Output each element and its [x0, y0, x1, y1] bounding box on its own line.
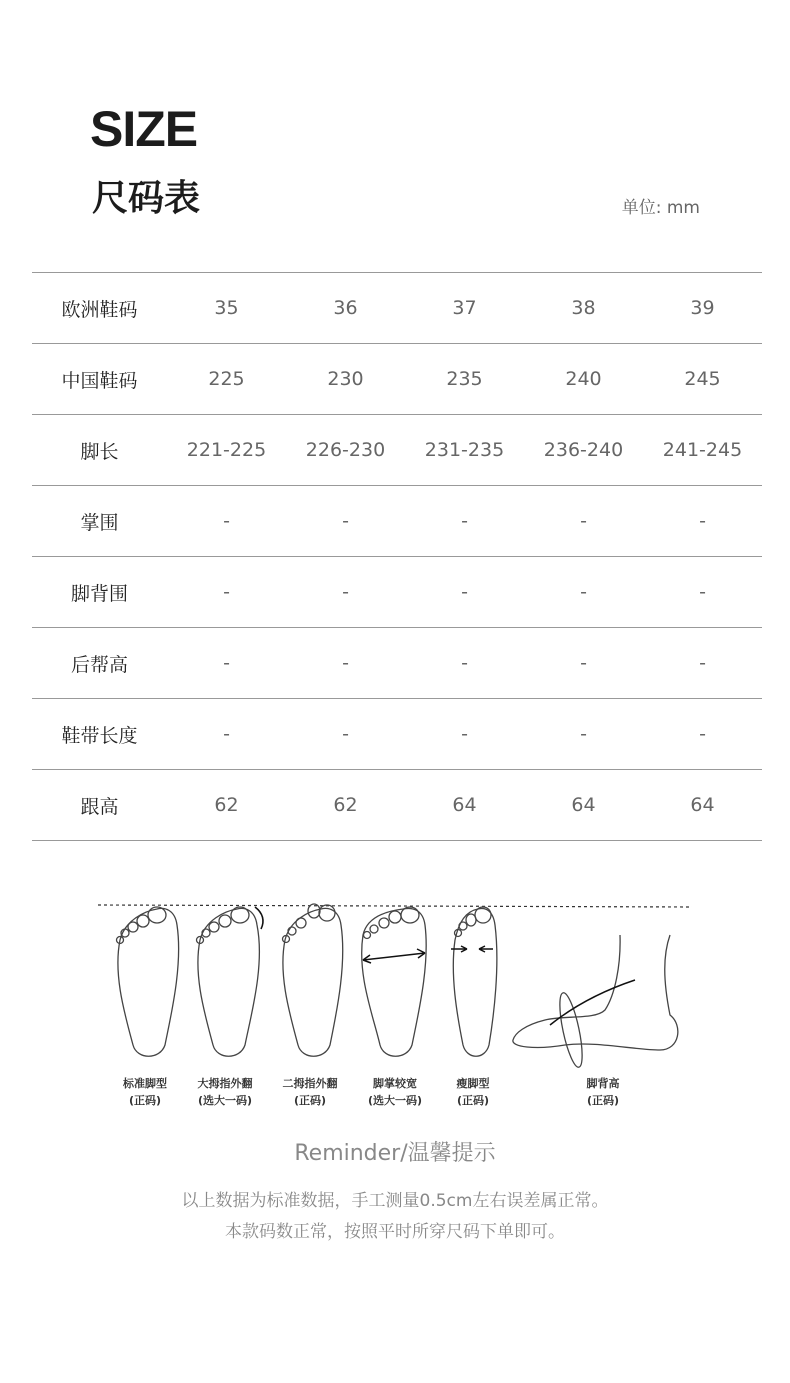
table-cell: -	[699, 723, 706, 745]
table-cell: 36	[333, 297, 358, 319]
unit-label: 单位: mm	[621, 198, 700, 218]
foot-type-label	[100, 1075, 190, 1109]
table-cell: 37	[452, 297, 477, 319]
foot-type-advice: (正码)	[456, 1094, 490, 1107]
size-table	[32, 272, 762, 841]
table-cell: -	[580, 581, 587, 603]
row-label: 鞋带长度	[61, 724, 138, 747]
foot-type-label	[558, 1075, 648, 1109]
foot-type-name: 标准脚型	[123, 1077, 167, 1090]
table-cell: -	[223, 581, 230, 603]
table-row	[32, 699, 762, 770]
table-cell: 64	[571, 794, 596, 816]
table-cell: 240	[565, 368, 602, 390]
table-row	[32, 770, 762, 841]
table-cell: -	[223, 510, 230, 532]
foot-standard-icon	[117, 907, 179, 1056]
table-cell: -	[342, 581, 349, 603]
table-cell: 39	[690, 297, 715, 319]
table-cell: 236-240	[543, 439, 624, 461]
foot-type-label	[265, 1075, 355, 1109]
foot-type-label	[180, 1075, 270, 1109]
table-cell: 226-230	[305, 439, 386, 461]
table-cell: -	[461, 723, 468, 745]
foot-type-name: 脚背高	[586, 1077, 620, 1090]
toe-guide-line	[98, 905, 692, 907]
foot-type-advice: (选大一码)	[197, 1094, 253, 1107]
table-cell: -	[461, 581, 468, 603]
table-cell: -	[699, 510, 706, 532]
table-cell: 245	[684, 368, 721, 390]
row-label: 中国鞋码	[61, 369, 138, 392]
table-cell: -	[699, 581, 706, 603]
foot-type-advice: (正码)	[128, 1094, 162, 1107]
table-cell: -	[580, 652, 587, 674]
foot-high-instep-icon	[513, 935, 678, 1069]
table-cell: 225	[208, 368, 245, 390]
foot-type-name: 大拇指外翻	[197, 1077, 253, 1090]
foot-illustrations	[95, 895, 695, 1075]
table-row	[32, 344, 762, 415]
table-cell: 230	[327, 368, 364, 390]
row-label: 后帮高	[70, 653, 128, 676]
foot-wide-icon	[362, 907, 427, 1056]
reminder-title: Reminder/温馨提示	[294, 1141, 496, 1166]
table-cell: 62	[333, 794, 358, 816]
table-row	[32, 415, 762, 486]
table-row	[32, 628, 762, 699]
reminder-line-2: 本款码数正常，按照平时所穿尺码下单即可。	[225, 1222, 565, 1242]
foot-type-name: 脚掌较宽	[373, 1077, 417, 1090]
foot-type-label	[350, 1075, 440, 1109]
table-cell: -	[461, 510, 468, 532]
row-label: 跟高	[80, 795, 119, 818]
table-cell: -	[699, 652, 706, 674]
table-cell: 35	[214, 297, 239, 319]
table-cell: -	[342, 510, 349, 532]
foot-bunion-icon	[197, 907, 264, 1056]
table-cell: 38	[571, 297, 596, 319]
page-title-cn: 尺码表	[92, 178, 201, 219]
table-cell: -	[580, 723, 587, 745]
table-row	[32, 486, 762, 557]
table-cell: -	[580, 510, 587, 532]
row-label: 脚背围	[70, 582, 128, 605]
page-title-en: SIZE	[90, 101, 198, 157]
table-row	[32, 273, 762, 344]
foot-type-name: 二拇指外翻	[282, 1077, 338, 1090]
foot-type-advice: (正码)	[586, 1094, 620, 1107]
table-cell: -	[461, 652, 468, 674]
table-cell: -	[342, 723, 349, 745]
table-cell: -	[223, 652, 230, 674]
row-label: 掌围	[80, 511, 119, 534]
foot-type-name: 瘦脚型	[456, 1077, 490, 1090]
foot-second-toe-icon	[283, 904, 343, 1056]
table-cell: 241-245	[662, 439, 743, 461]
row-label: 脚长	[80, 440, 119, 463]
table-cell: -	[223, 723, 230, 745]
table-cell: 64	[452, 794, 477, 816]
row-label: 欧洲鞋码	[61, 298, 138, 321]
table-cell: 221-225	[186, 439, 267, 461]
foot-slim-icon	[451, 907, 497, 1056]
foot-type-advice: (正码)	[293, 1094, 327, 1107]
foot-type-figure	[95, 895, 695, 1120]
table-cell: 64	[690, 794, 715, 816]
table-cell: 231-235	[424, 439, 505, 461]
foot-type-label	[428, 1075, 518, 1109]
reminder-line-1: 以上数据为标准数据，手工测量0.5cm左右误差属正常。	[181, 1191, 609, 1211]
foot-type-advice: (选大一码)	[367, 1094, 423, 1107]
table-row	[32, 557, 762, 628]
table-cell: -	[342, 652, 349, 674]
table-cell: 235	[446, 368, 483, 390]
table-cell: 62	[214, 794, 239, 816]
